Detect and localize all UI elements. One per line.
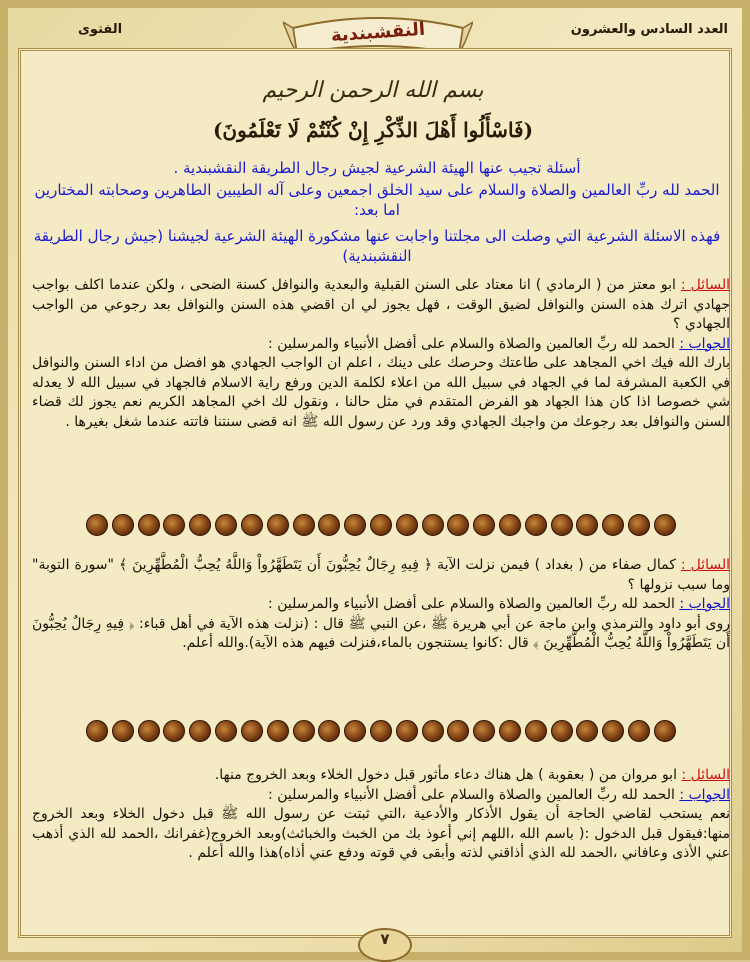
- section-title: الفتوى: [78, 22, 123, 37]
- bead-icon: [525, 720, 547, 742]
- bead-icon: [267, 514, 289, 536]
- qa-block-1: [32, 276, 730, 432]
- bead-icon: [138, 720, 160, 742]
- bead-divider-2: [86, 720, 676, 744]
- quran-verse: (فَاسْأَلُوا أَهْلَ الذِّكْرِ إِنْ كُنْتُمْ لَا تَعْلَمُونَ): [212, 118, 534, 142]
- bead-icon: [447, 720, 469, 742]
- bead-icon: [499, 720, 521, 742]
- answer-text: روى أبو داود والترمذي وابن ماجة عن أبي هريرة ﷺ ،عن النبي ﷺ قال : (نزلت هذه الآية في أهل قباء: ﴿ فِيهِ رِجَالٌ يُحِبُّونَ أَن يَتَطَهَّرُواْ وَاللَّهُ يُحِبُّ الْمُطَّهِّرِينَ ﴾ قال :كانوا يستنجون بالماء،فنزلت فيهم هذه الآية).والله أعلم.: [32, 615, 730, 651]
- answer-text: بارك الله فيك اخي المجاهد على طاعتك وحرصك على دينك ، اعلم ان الواجب الجهادي هو افضل من اداء السنن والنوافل في الكعبة المشرفة لما في الجهاد في سبيل الله من اعلاء لكلمة الدين ورفع راية الاسلام فالجهاد في سبيل الله لا يعدله شي خصوصا اذا كان هذا الجهاد هو الفرض المتقدم في مثل حالنا ، ونقول لك اخي المجاهد الكريم نعم يجوز لك قضاء السنن والنوافل بعد رجوعك من واجبك الجهادي وقد ورد عن رسول الله ﷺ انه قضى سنتنا فاتته عندما شغل بغيرها .: [32, 355, 730, 430]
- bead-icon: [370, 514, 392, 536]
- bead-icon: [241, 720, 263, 742]
- questioner-label: السائل :: [680, 557, 730, 573]
- issue-number: العدد السادس والعشرون: [570, 22, 728, 37]
- bead-icon: [602, 720, 624, 742]
- bead-icon: [473, 720, 495, 742]
- bead-icon: [112, 720, 134, 742]
- bead-icon: [654, 514, 676, 536]
- bead-icon: [602, 514, 624, 536]
- bead-icon: [86, 514, 108, 536]
- bead-icon: [267, 720, 289, 742]
- questioner-label: السائل :: [681, 767, 730, 783]
- bead-icon: [396, 514, 418, 536]
- question-text: ابو مروان من ( بعقوبة ) هل هناك دعاء مأثور قبل دخول الخلاء وبعد الخروج منها.: [214, 767, 677, 783]
- bead-icon: [189, 514, 211, 536]
- question-text: كمال صفاء من ( بغداد ) فيمن نزلت الآية ﴿ فِيهِ رِجَالٌ يُحِبُّونَ أَن يَتَطَهَّرُواْ وَاللَّهُ يُحِبُّ الْمُطَّهِّرِينَ ﴾ "سورة التوبة" وما سبب نزولها ؟: [32, 557, 730, 593]
- bead-icon: [576, 720, 598, 742]
- bead-icon: [628, 514, 650, 536]
- bead-icon: [551, 720, 573, 742]
- qa-block-2: [32, 556, 730, 654]
- answer-label: الجواب :: [679, 335, 730, 352]
- bead-icon: [318, 514, 340, 536]
- bead-icon: [293, 720, 315, 742]
- bead-icon: [551, 514, 573, 536]
- intro-line-3: فهذه الاسئلة الشرعية التي وصلت الى مجلتنا واجابت عنها مشكورة الهيئة الشرعية لجيشنا (جيش رجال الطريقة النقشبندية): [33, 227, 721, 265]
- bead-icon: [628, 720, 650, 742]
- intro-line-1: أسئلة تجيب عنها الهيئة الشرعية لجيش رجال الطريقة النقشبندية .: [173, 159, 581, 177]
- bead-icon: [396, 720, 418, 742]
- bead-icon: [525, 514, 547, 536]
- bead-icon: [215, 720, 237, 742]
- bead-icon: [344, 514, 366, 536]
- bead-icon: [576, 514, 598, 536]
- bead-icon: [422, 720, 444, 742]
- basmala: بسم الله الرحمن الرحيم: [262, 78, 484, 103]
- bead-icon: [422, 514, 444, 536]
- page-number: ٧: [358, 928, 412, 962]
- answer-text: نعم يستحب لقاضي الحاجة أن يقول الأذكار والأدعية ،التي ثبتت عن رسول الله ﷺ قبل دخول الخلاء وبعد الخروج منها:فيقول قبل الدخول :( باسم الله ،اللهم إني أعوذ بك من الخبث والخبائث)وبعد الخروج(غفرانك ،الحمد لله الذي أذهب عني الأذى وعافاني ،الحمد لله الذي أذاقني لذته وأبقى في قوته ودفع عني أذاه)هذا والله أعلم .: [32, 806, 730, 861]
- questioner-label: السائل :: [680, 277, 730, 293]
- answer-intro: الحمد لله ربِّ العالمين والصلاة والسلام على أفضل الأنبياء والمرسلين :: [268, 786, 675, 803]
- bead-icon: [189, 720, 211, 742]
- bead-icon: [499, 514, 521, 536]
- answer-label: الجواب :: [679, 596, 730, 612]
- intro-line-2: الحمد لله ربِّ العالمين والصلاة والسلام على سيد الخلق اجمعين وعلى آله الطيبين الطاهرين وصحابته المختارين اما بعد:: [34, 181, 720, 219]
- bead-icon: [163, 720, 185, 742]
- bead-icon: [293, 514, 315, 536]
- bead-divider-1: [86, 514, 676, 538]
- question-text: ابو معتز من ( الرمادي ) انا معتاد على السنن القبلية والبعدية والنوافل كسنة الضحى ، ولكن عندما اكلف بواجب جهادي اترك هذه السنن والنوافل لضيق الوقت ، فهل يجوز لي ان اقضي هذه السنن والنوافل بعد رجوعي من الواجب الجهادي ؟: [32, 277, 730, 332]
- bead-icon: [163, 514, 185, 536]
- qa-block-3: [32, 766, 730, 864]
- answer-label: الجواب :: [679, 786, 730, 803]
- bead-icon: [86, 720, 108, 742]
- bead-icon: [215, 514, 237, 536]
- bead-icon: [112, 514, 134, 536]
- bead-icon: [344, 720, 366, 742]
- answer-intro: الحمد لله ربِّ العالمين والصلاة والسلام على أفضل الأنبياء والمرسلين :: [268, 596, 675, 612]
- bead-icon: [654, 720, 676, 742]
- bead-icon: [318, 720, 340, 742]
- banner-title: النقشبندية: [330, 18, 426, 47]
- bead-icon: [473, 514, 495, 536]
- bead-icon: [370, 720, 392, 742]
- answer-intro: الحمد لله ربِّ العالمين والصلاة والسلام على أفضل الأنبياء والمرسلين :: [268, 335, 675, 352]
- bead-icon: [138, 514, 160, 536]
- bead-icon: [447, 514, 469, 536]
- bead-icon: [241, 514, 263, 536]
